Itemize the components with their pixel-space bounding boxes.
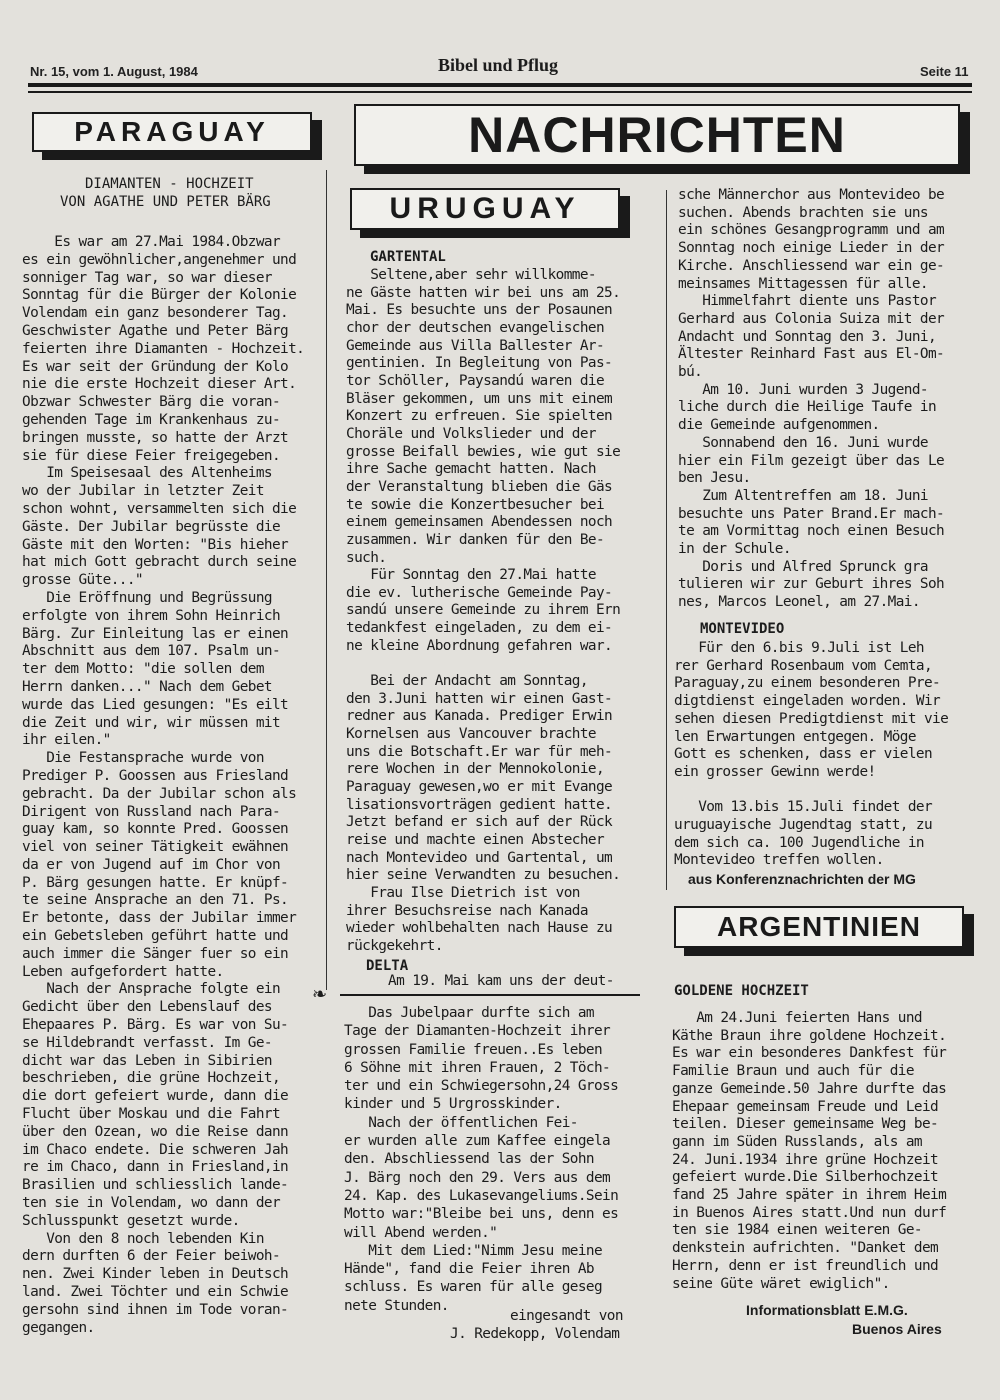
- header-rule-thin: [28, 91, 972, 93]
- banner-uruguay: URUGUAY: [350, 188, 620, 230]
- header-rule-thick: [28, 83, 972, 87]
- montevideo-heading: MONTEVIDEO: [700, 621, 785, 637]
- page-number: Seite 11: [920, 64, 969, 79]
- continuation-signature-2: J. Redekopp, Volendam: [450, 1326, 620, 1342]
- montevideo-body: Für den 6.bis 9.Juli ist Leh rer Gerhard Rosenbaum vom Cemta, Paraguay,zu einem besonderen Pre- digtdienst eingeladen worden. Wir sehen diesen Predigtdienst mit vie len Erwartungen entgegen. Möge Gott es schenken, dass er vielen ein grosser Gewinn werde! Vom 13.bis 15.Juli findet der uruguayische Jugendtag statt, zu dem sich ca. 100 Jugendliche in Montevideo treffen wollen.: [674, 640, 949, 869]
- ornament-icon: ❧: [312, 984, 328, 1005]
- paraguay-article-body: Es war am 27.Mai 1984.Obzwar es ein gewöhnlicher,angenehmer und sonniger Tag war, so war dieser Sonntag für die Bürger der Kolonie Volendam ein ganz besonderer Tag. Geschwister Agathe und Peter Bärg feierten ihre Diamanten - Hochzeit. Es war seit der Gründung der Kolo nie die erste Hochzeit dieser Art. Obzwar Schwester Bärg die voran- gehenden Tage im Krankenhaus zu- bringen musste, so hatte der Arzt sie für diese Feier freigegeben. Im Speisesaal des Altenheims wo der Jubilar in letzter Zeit schon wohnt, versammelten sich die Gäste. Der Jubilar begrüsste die Gäste mit den Worten: "Bis hieher hat mich Gott gebracht durch seine grosse Güte..." Die Eröffnung und Begrüssung erfolgte von ihrem Sohn Heinrich Bärg. Zur Einleitung las er einen Abschnitt aus dem 107. Psalm un- ter dem Motto: "die sollen dem Herrn danken..." Nach dem Gebet wurde das Lied gesungen: "Es eilt die Zeit und wir, wir müssen mit ihr eilen." Die Festansprache wurde von Prediger P. Goossen aus Friesland gebracht. Da der Jubilar schon als Dirigent von Russland nach Para- guay kam, so konnte Pred. Goossen viel von seiner Tätigkeit ewähnen da er von Jugend auf im Chor von P. Bärg gesungen hatte. Er knüpf- te seine Ansprache an den 71. Ps. Er betonte, dass der Jubilar immer ein Gebetsleben geführt hatte und auch immer die Sänger fuer so ein Leben aufgefordert hatte. Nach der Ansprache folgte ein Gedicht über den Lebenslauf des Ehepaares P. Bärg. Es war von Su- se Hildebrandt verfasst. Im Ge- dicht war das Leben in Sibirien beschrieben, die grüne Hochzeit, die dort gefeiert wurde, dann die Flucht über Moskau und die Fahrt über den Ozean, wo die Reise dann im Chaco endete. Die schweren Jah re im Chaco, dann in Friesland,in Brasilien und schliesslich lande- ten sie in Volendam, wo dann der Schlusspunkt gesetzt wurde. Von den 8 noch lebenden Kin dern durften 6 der Feier beiwoh- nen. Zwei Kinder leben in Deutsch land. Zwei Töchter und ein Schwie gersohn sind ihnen im Tode voran- gegangen.: [22, 234, 305, 1336]
- continuation-signature-1: eingesandt von: [510, 1308, 623, 1324]
- section-divider: [340, 994, 640, 996]
- paraguay-title-2: VON AGATHE UND PETER BÄRG: [60, 194, 271, 210]
- publication-title: Bibel und Pflug: [438, 55, 559, 75]
- argentinien-signature-1: Informationsblatt E.M.G.: [746, 1302, 908, 1318]
- gartental-body: Seltene,aber sehr willkomme- ne Gäste hatten wir bei uns am 25. Mai. Es besuchte uns der Posaunen chor der deutschen evangelischen Gemeinde aus Villa Ballester Ar- gentinien. In Begleitung von Pas- tor Schöller, Paysandú waren die Bläser gekommen, um uns mit einem Konzert zu erfreuen. Sie spielten Choräle und Volkslieder und der grosse Beifall bewies, wie gut sie ihre Sache gemacht hatten. Nach der Veranstaltung blieben die Gäs te sowie die Konzertbesucher bei einem gemeinsamen Abendessen noch zusammen. Wir danken für den Be- such. Für Sonntag den 27.Mai hatte die ev. lutherische Gemeinde Pay- sandú unsere Gemeinde zu ihrem Ern tedankfest eingeladen, zu dem ei- ne kleine Abordnung gefahren war. Bei der Andacht am Sonntag, den 3.Juni hatten wir einen Gast- redner aus Kanada. Prediger Erwin Kornelsen aus Vancouver brachte uns die Botschaft.Er war für meh- rere Wochen in der Mennokolonie, Paraguay gewesen,wo er mit Evange lisationsvorträgen gedient hatte. Jetzt befand er sich auf der Rück reise und machte einen Abstecher nach Montevideo und Gartental, um hier seine Verwandten zu besuchen. Frau Ilse Dietrich ist von ihrer Besuchsreise nach Kanada wieder wohlbehalten nach Hause zu rückgekehrt.: [346, 267, 621, 954]
- delta-continued-body: sche Männerchor aus Montevideo be suchen. Abends brachten sie uns ein schönes Gesangprogramm und am Sonntag noch einige Lieder in der Kirche. Anschliessend war ein ge- meinsames Mittagessen für alle. Himmelfahrt diente uns Pastor Gerhard aus Colonia Suiza mit der Andacht und Sonntag den 3. Juni, Ältester Reinhard Fast aus El-Om- bú. Am 10. Juni wurden 3 Jugend- liche durch die Heilige Taufe in die Gemeinde aufgenommen. Sonnabend den 16. Juni wurde hier ein Film gezeigt über das Le ben Jesu. Zum Altentreffen am 18. Juni besuchte uns Pater Brand.Er mach- te am Vormittag noch einen Besuch in der Schule. Doris und Alfred Sprunck gra tulieren wir zur Geburt ihres Soh nes, Marcos Leonel, am 27.Mai.: [678, 187, 945, 611]
- issue-number: Nr. 15, vom 1. August, 1984: [30, 64, 198, 79]
- argentinien-heading: GOLDENE HOCHZEIT: [674, 983, 809, 999]
- delta-heading: DELTA: [366, 958, 409, 974]
- uruguay-source: aus Konferenznachrichten der MG: [688, 871, 916, 887]
- paraguay-title-1: DIAMANTEN - HOCHZEIT: [85, 176, 254, 192]
- argentinien-body: Am 24.Juni feierten Hans und Käthe Braun ihre goldene Hochzeit. Es war ein besonderes Dankfest für Familie Braun und auch für die ganze Gemeinde.50 Jahre durfte das Ehepaar gemeinsam Freude und Leid teilen. Dieser gemeinsame Weg be- gann im Süden Russlands, als am 24. Juni.1934 ihre grüne Hochzeit gefeiert wurde.Die Silberhochzeit fand 25 Jahre später in ihrem Heim in Buenos Aires statt.Und nun durf ten sie 1984 einen weiteren Ge- denkstein aufrichten. "Danket dem Herrn, denn er ist freundlich und seine Güte wäret ewiglich".: [672, 1010, 947, 1292]
- banner-nachrichten: NACHRICHTEN: [354, 104, 960, 166]
- paraguay-continuation-body: Das Jubelpaar durfte sich am Tage der Diamanten-Hochzeit ihrer grossen Familie freuen..Es leben 6 Söhne mit ihren Frauen, 2 Töch- ter und ein Schwiegersohn,24 Gross kinder und 5 Urgrosskinder. Nach der öffentlichen Fei- er wurden alle zum Kaffee eingela den. Abschliessend las der Sohn J. Bärg noch den 29. Vers aus dem 24. Kap. des Lukasevangeliums.Sein Motto war:"Bleibe bei uns, denn es will Abend werden." Mit dem Lied:"Nimm Jesu meine Hände", fand die Feier ihren Ab schluss. Es waren für alle geseg nete Stunden.: [344, 1005, 619, 1314]
- argentinien-signature-2: Buenos Aires: [852, 1321, 942, 1337]
- delta-body: Am 19. Mai kam uns der deut-: [388, 973, 614, 989]
- column-divider-right: [666, 190, 667, 890]
- column-divider-left: [326, 170, 327, 990]
- banner-paraguay: PARAGUAY: [32, 112, 312, 152]
- gartental-heading: GARTENTAL: [370, 249, 446, 265]
- banner-argentinien: ARGENTINIEN: [674, 906, 964, 948]
